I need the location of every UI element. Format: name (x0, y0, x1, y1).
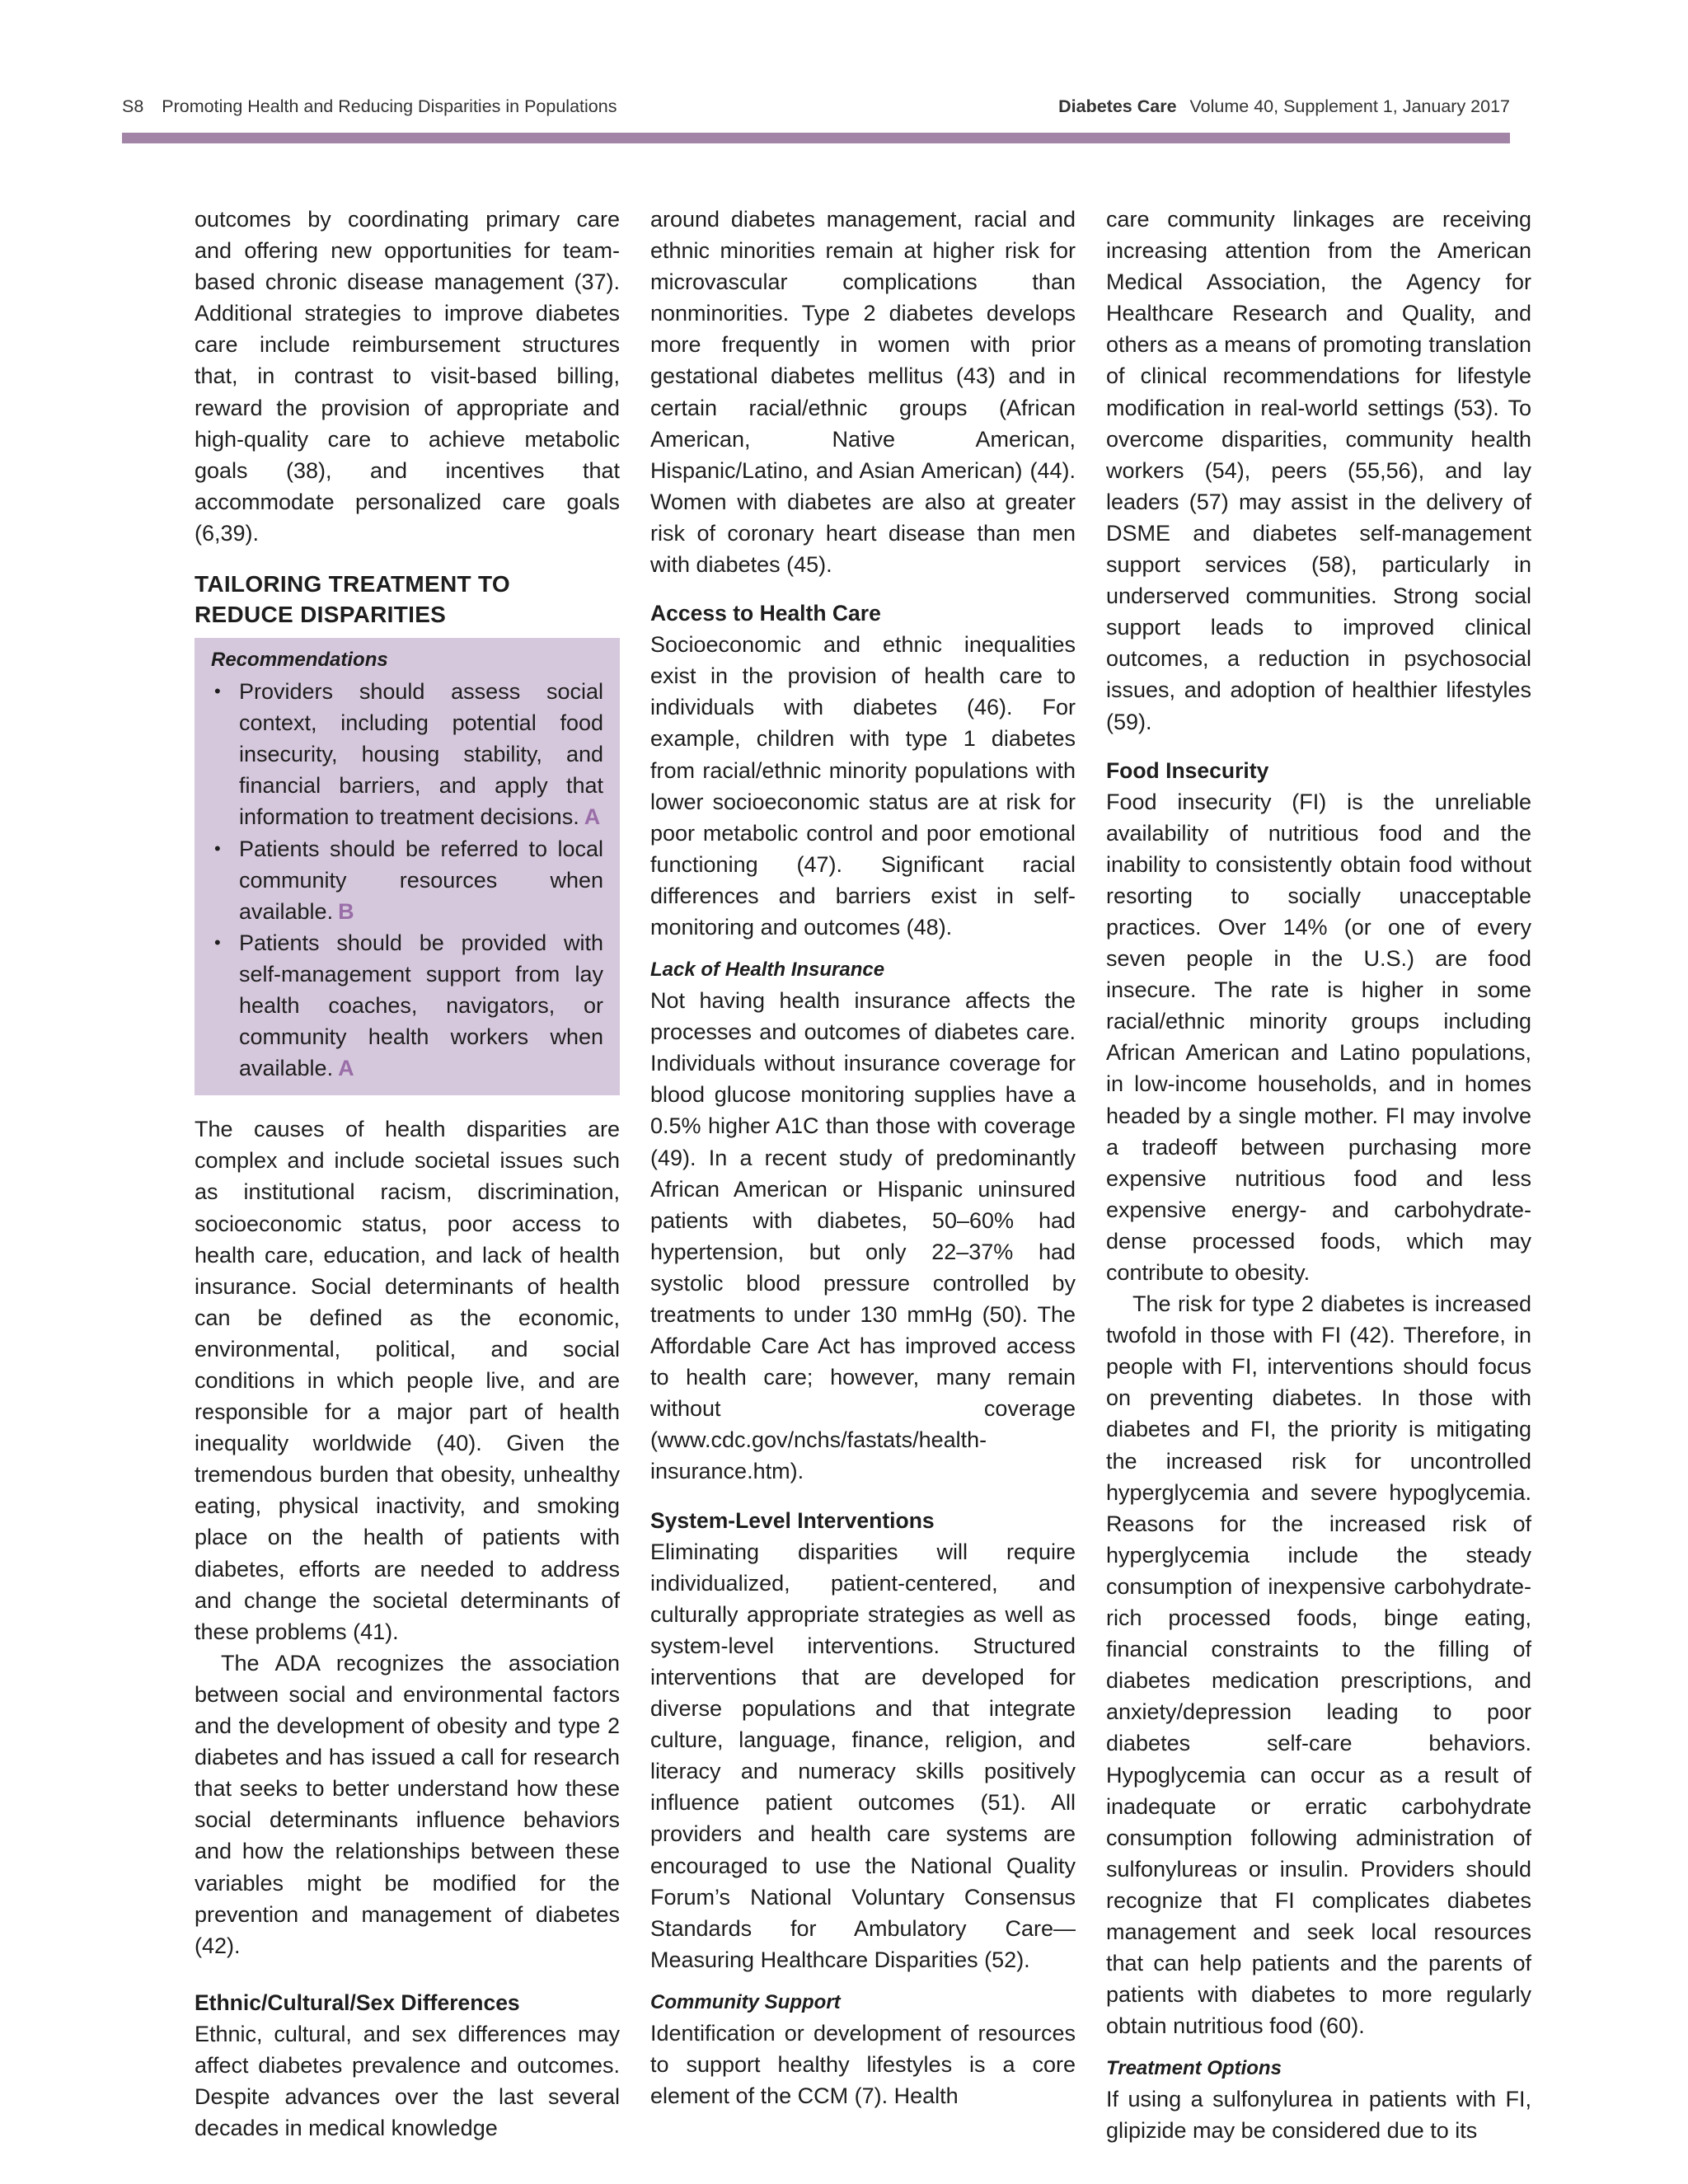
paragraph: around diabetes management, racial and ethnic minorities remain at higher risk for microvascular complications than nonminorities. Type 2 diabetes develops more frequently in women with prior gestational diabetes mellitus (43) and in certain racial/ethnic groups (African American, Native American, Hispanic/Latino, and Asian American) (44). Women with diabetes are also at greater risk of coronary heart disease than men with diabetes (45). (650, 207, 1076, 578)
column-3 (1106, 204, 1531, 2147)
paragraph: If using a sulfonylurea in patients with FI, glipizide may be considered due to its (1106, 2087, 1531, 2144)
recommendation-text: Patients should be provided with self-management support from lay health coaches, navigators, or community health workers when available. (239, 930, 603, 1081)
recommendations-list (211, 676, 603, 1084)
bullet-icon: • (214, 931, 221, 953)
recommendations-box (195, 638, 620, 1095)
evidence-grade: A (338, 1056, 354, 1081)
paragraph: Ethnic, cultural, and sex differences may affect diabetes prevalence and outcomes. Despite advances over the last several decades in medical knowledge (195, 2021, 620, 2141)
section-title: Promoting Health and Reducing Disparities in Populations (162, 96, 617, 116)
journal-name: Diabetes Care (1058, 96, 1177, 116)
subsection-heading: System-Level Interventions (650, 1507, 935, 1533)
column-1 (195, 204, 620, 2144)
section-heading-line-1: TAILORING TREATMENT TO (195, 571, 511, 598)
header-left (122, 92, 617, 120)
paragraph: Socioeconomic and ethnic inequalities exist in the provision of health care to individuals with diabetes (46). For example, children with type 1 diabetes from racial/ethnic minority populations with lower socioeconomic status are at risk for poor metabolic control and poor emotional functioning (47). Significant racial differences and barriers exist in self-monitoring and outcomes (48). (650, 632, 1076, 940)
header-rule (122, 133, 1510, 143)
minor-heading: Treatment Options (1106, 2057, 1282, 2080)
evidence-grade: A (584, 804, 601, 830)
recommendation-item (211, 676, 603, 832)
paragraph: Not having health insurance affects the processes and outcomes of diabetes care. Individuals without insurance coverage for blood glucose monitoring supplies have a 0.5% higher A1C than those with coverage (49). In a recent study of predominantly African American or Hispanic uninsured patients with diabetes, 50–60% had hypertension, but only 22–37% had systolic blood pressure controlled by treatments to under 130 mmHg (50). The Affordable Care Act has improved access to health care; however, many remain without coverage (www.cdc.gov/nchs/fastats/health-insurance.htm). (650, 988, 1076, 1484)
recommendation-item (211, 833, 603, 927)
page-number: S8 (122, 96, 144, 116)
evidence-grade: B (338, 898, 354, 924)
section-heading-line-2: REDUCE DISPARITIES (195, 602, 447, 628)
recommendation-text: Providers should assess social context, including potential food insecurity, housing stability, and financial barriers, and apply that information to treatment decisions. (239, 679, 603, 830)
section-heading (195, 569, 620, 630)
subsection-heading: Food Insecurity (1106, 757, 1269, 783)
paragraph: outcomes by coordinating primary care and offering new opportunities for team-based chronic disease management (37). Additional strategies to improve diabetes care include reimbursement structures that, in contrast to visit-based billing, reward the provision of appropriate and high-quality care to achieve metabolic goals (38), and incentives that accommodate personalized care goals (6,39). (195, 207, 620, 546)
subsection-heading: Ethnic/Cultural/Sex Differences (195, 1990, 520, 2015)
paragraph: The ADA recognizes the association between social and environmental factors and the development of obesity and type 2 diabetes and has issued a call for research that seeks to better understand how these social determinants influence behaviors and how the relationships between these variables might be modified for the prevention and management of diabetes (42). (195, 1650, 620, 1958)
header-right (1058, 92, 1510, 120)
paragraph: Identification or development of resources to support healthy lifestyles is a core element of the CCM (7). Health (650, 2020, 1076, 2109)
paragraph: Food insecurity (FI) is the unreliable availability of nutritious food and the inability to consistently obtain food without resorting to socially unacceptable practices. Over 14% (or one of every seven people in the U.S.) are food insecure. The rate is higher in some racial/ethnic minority groups including African American and Latino populations, in low-income households, and in homes headed by a single mother. FI may involve a tradeoff between purchasing more expensive nutritious food and less expensive energy- and carbohydrate-dense processed foods, which may contribute to obesity. (1106, 789, 1531, 1285)
minor-heading: Community Support (650, 1990, 841, 2013)
bullet-icon: • (214, 837, 221, 859)
column-2 (650, 204, 1076, 2111)
recommendation-item (211, 927, 603, 1084)
paragraph: Eliminating disparities will require individualized, patient-centered, and culturally appropriate strategies as well as system-level interventions. Structured interventions that are developed for diverse populations and that integrate culture, language, finance, religion, and literacy and numeracy skills positively influence patient outcomes (51). All providers and health care systems are encouraged to use the National Quality Forum’s National Voluntary Consensus Standards for Ambulatory Care—Measuring Healthcare Disparities (52). (650, 1539, 1076, 1972)
paragraph: The risk for type 2 diabetes is increased twofold in those with FI (42). Therefore, in people with FI, interventions should focus on preventing diabetes. In those with diabetes and FI, the priority is mitigating the increased risk for uncontrolled hyperglycemia and severe hypoglycemia. Reasons for the increased risk of hyperglycemia include the steady consumption of inexpensive carbohydrate-rich processed foods, binge eating, financial constraints to the filling of diabetes medication prescriptions, and anxiety/depression leading to poor diabetes self-care behaviors. Hypoglycemia can occur as a result of inadequate or erratic carbohydrate consumption following administration of sulfonylureas or insulin. Providers should recognize that FI complicates diabetes management and seek local resources that can help patients and the parents of patients with diabetes to more regularly obtain nutritious food (60). (1106, 1291, 1531, 2039)
issue-info: Volume 40, Supplement 1, January 2017 (1189, 96, 1510, 116)
subsection-heading: Access to Health Care (650, 601, 881, 626)
minor-heading: Lack of Health Insurance (650, 958, 885, 982)
paragraph: care community linkages are receiving increasing attention from the American Medical Association, the Agency for Healthcare Research and Quality, and others as a means of promoting translation of clinical recommendations for lifestyle modification in real-world settings (53). To overcome disparities, community health workers (54), peers (55,56), and lay leaders (57) may assist in the delivery of DSME and diabetes self-management support services (58), particularly in underserved communities. Strong social support leads to improved clinical outcomes, a reduction in psychosocial issues, and adoption of healthier lifestyles (59). (1106, 207, 1531, 734)
bullet-icon: • (214, 681, 221, 702)
running-header (122, 92, 1510, 120)
recommendation-text: Patients should be referred to local community resources when available. (239, 836, 603, 924)
recommendations-title: Recommendations (211, 649, 388, 672)
paragraph: The causes of health disparities are complex and include societal issues such as institutional racism, discrimination, socioeconomic status, poor access to health care, education, and lack of health insurance. Social determinants of health can be defined as the economic, environmental, political, and social conditions in which people live, and are responsible for a major part of health inequality worldwide (40). Given the tremendous burden that obesity, unhealthy eating, physical inactivity, and smoking place on the health of patients with diabetes, efforts are needed to address and change the societal determinants of these problems (41). (195, 1117, 620, 1644)
